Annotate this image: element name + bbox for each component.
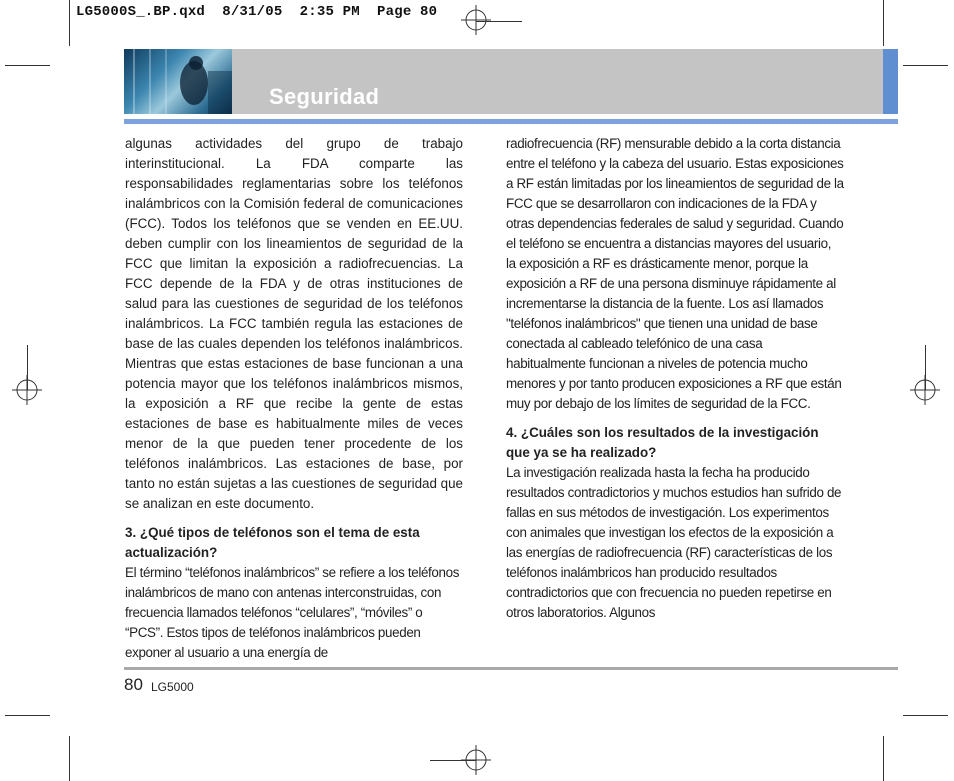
crop-mark-icon — [883, 736, 884, 781]
crop-mark-icon — [5, 65, 50, 66]
crop-mark-icon — [476, 21, 522, 22]
question-heading: 3. ¿Qué tipos de teléfonos son el tema de esta actualización? — [125, 525, 420, 560]
right-column — [506, 134, 844, 623]
crop-mark-icon — [903, 65, 948, 66]
crop-mark-icon — [883, 0, 884, 46]
header-accent — [883, 49, 898, 114]
crop-mark-icon — [69, 0, 70, 46]
section-title: Seguridad — [269, 84, 380, 109]
crop-mark-icon — [925, 345, 926, 390]
body-paragraph: El término “teléfonos inalámbricos” se refiere a los teléfonos inalámbricos de mano con antenas interconstruidas, con frecuencia llamados teléfonos “celulares”, “móviles” o “PCS”. Estos tipos de teléfonos inalámbricos pueden exponer al usuario a una energía de — [125, 565, 460, 660]
model-name: LG5000 — [151, 680, 194, 694]
body-paragraph: algunas actividades del grupo de trabajo interinstitucional. La FDA comparte las responsabilidades reglamentarias sobre los teléfonos inalámbricos con la Comisión federal de comunicaciones (FCC). Todos los teléfonos que se venden en EE.UU. deben cumplir con los lineamientos de seguridad de la FCC que limitan la exposición a radiofrecuencias. La FCC depende de la FDA y de otras instituciones de salud para las cuestiones de seguridad de los teléfonos inalámbricos. La FCC también regula las estaciones de base de las cuales dependen los teléfonos inalámbricos. Mientras que estas estaciones de base funcionan a una potencia mayor que los teléfonos inalámbricos mismos, la exposición a RF que recibe la gente de estas estaciones de base es habitualmente miles de veces menor de la que pueden tener procedente de los teléfonos inalámbricos. Las estaciones de base, por tanto no están sujetas a las cuestiones de seguridad que se analizan en este documento. — [125, 136, 463, 511]
body-paragraph: radiofrecuencia (RF) mensurable debido a la corta distancia entre el teléfono y la cabeza del usuario. Estas exposiciones a RF están limitadas por los lineamientos de seguridad de la FCC que se desarrollaron con indicaciones de la FDA y otras dependencias federales de salud y seguridad. Cuando el teléfono se encuentra a distancias mayores del usuario, la exposición a RF es drásticamente menor, porque la exposición a RF de una persona disminuye rápidamente al incrementarse la distancia de la fuente. Los así llamados "teléfonos inalámbricos" que tienen una unidad de base conectada al cableado telefónico de una casa habitualmente funcionan a niveles de potencia mucho menores y por tanto producen exposiciones a RF que están muy por debajo de los límites de seguridad de la FCC. — [506, 136, 844, 411]
page-number: 80 — [124, 675, 143, 694]
left-column — [125, 134, 463, 663]
header-photo — [124, 49, 232, 114]
header-bar — [124, 49, 883, 114]
header-rule — [124, 119, 898, 124]
body-paragraph: La investigación realizada hasta la fecha ha producido resultados contradictorios y muchos estudios han sufrido de fallas en sus métodos de investigación. Los experimentos con animales que investigan los efectos de la exposición a las energías de radiofrecuencia (RF) características de los teléfonos inalámbricos han producido resultados contradictorios que con frecuencia no pueden repetirse en otros laboratorios. Algunos — [506, 465, 842, 620]
registration-mark-icon — [461, 5, 491, 35]
print-slug: LG5000S_.BP.qxd 8/31/05 2:35 PM Page 80 — [76, 4, 438, 20]
footer-rule — [124, 667, 898, 670]
crop-mark-icon — [430, 760, 476, 761]
question-heading: 4. ¿Cuáles son los resultados de la investigación que ya se ha realizado? — [506, 425, 819, 460]
crop-mark-icon — [69, 736, 70, 781]
crop-mark-icon — [903, 715, 948, 716]
crop-mark-icon — [27, 345, 28, 390]
crop-mark-icon — [5, 715, 50, 716]
